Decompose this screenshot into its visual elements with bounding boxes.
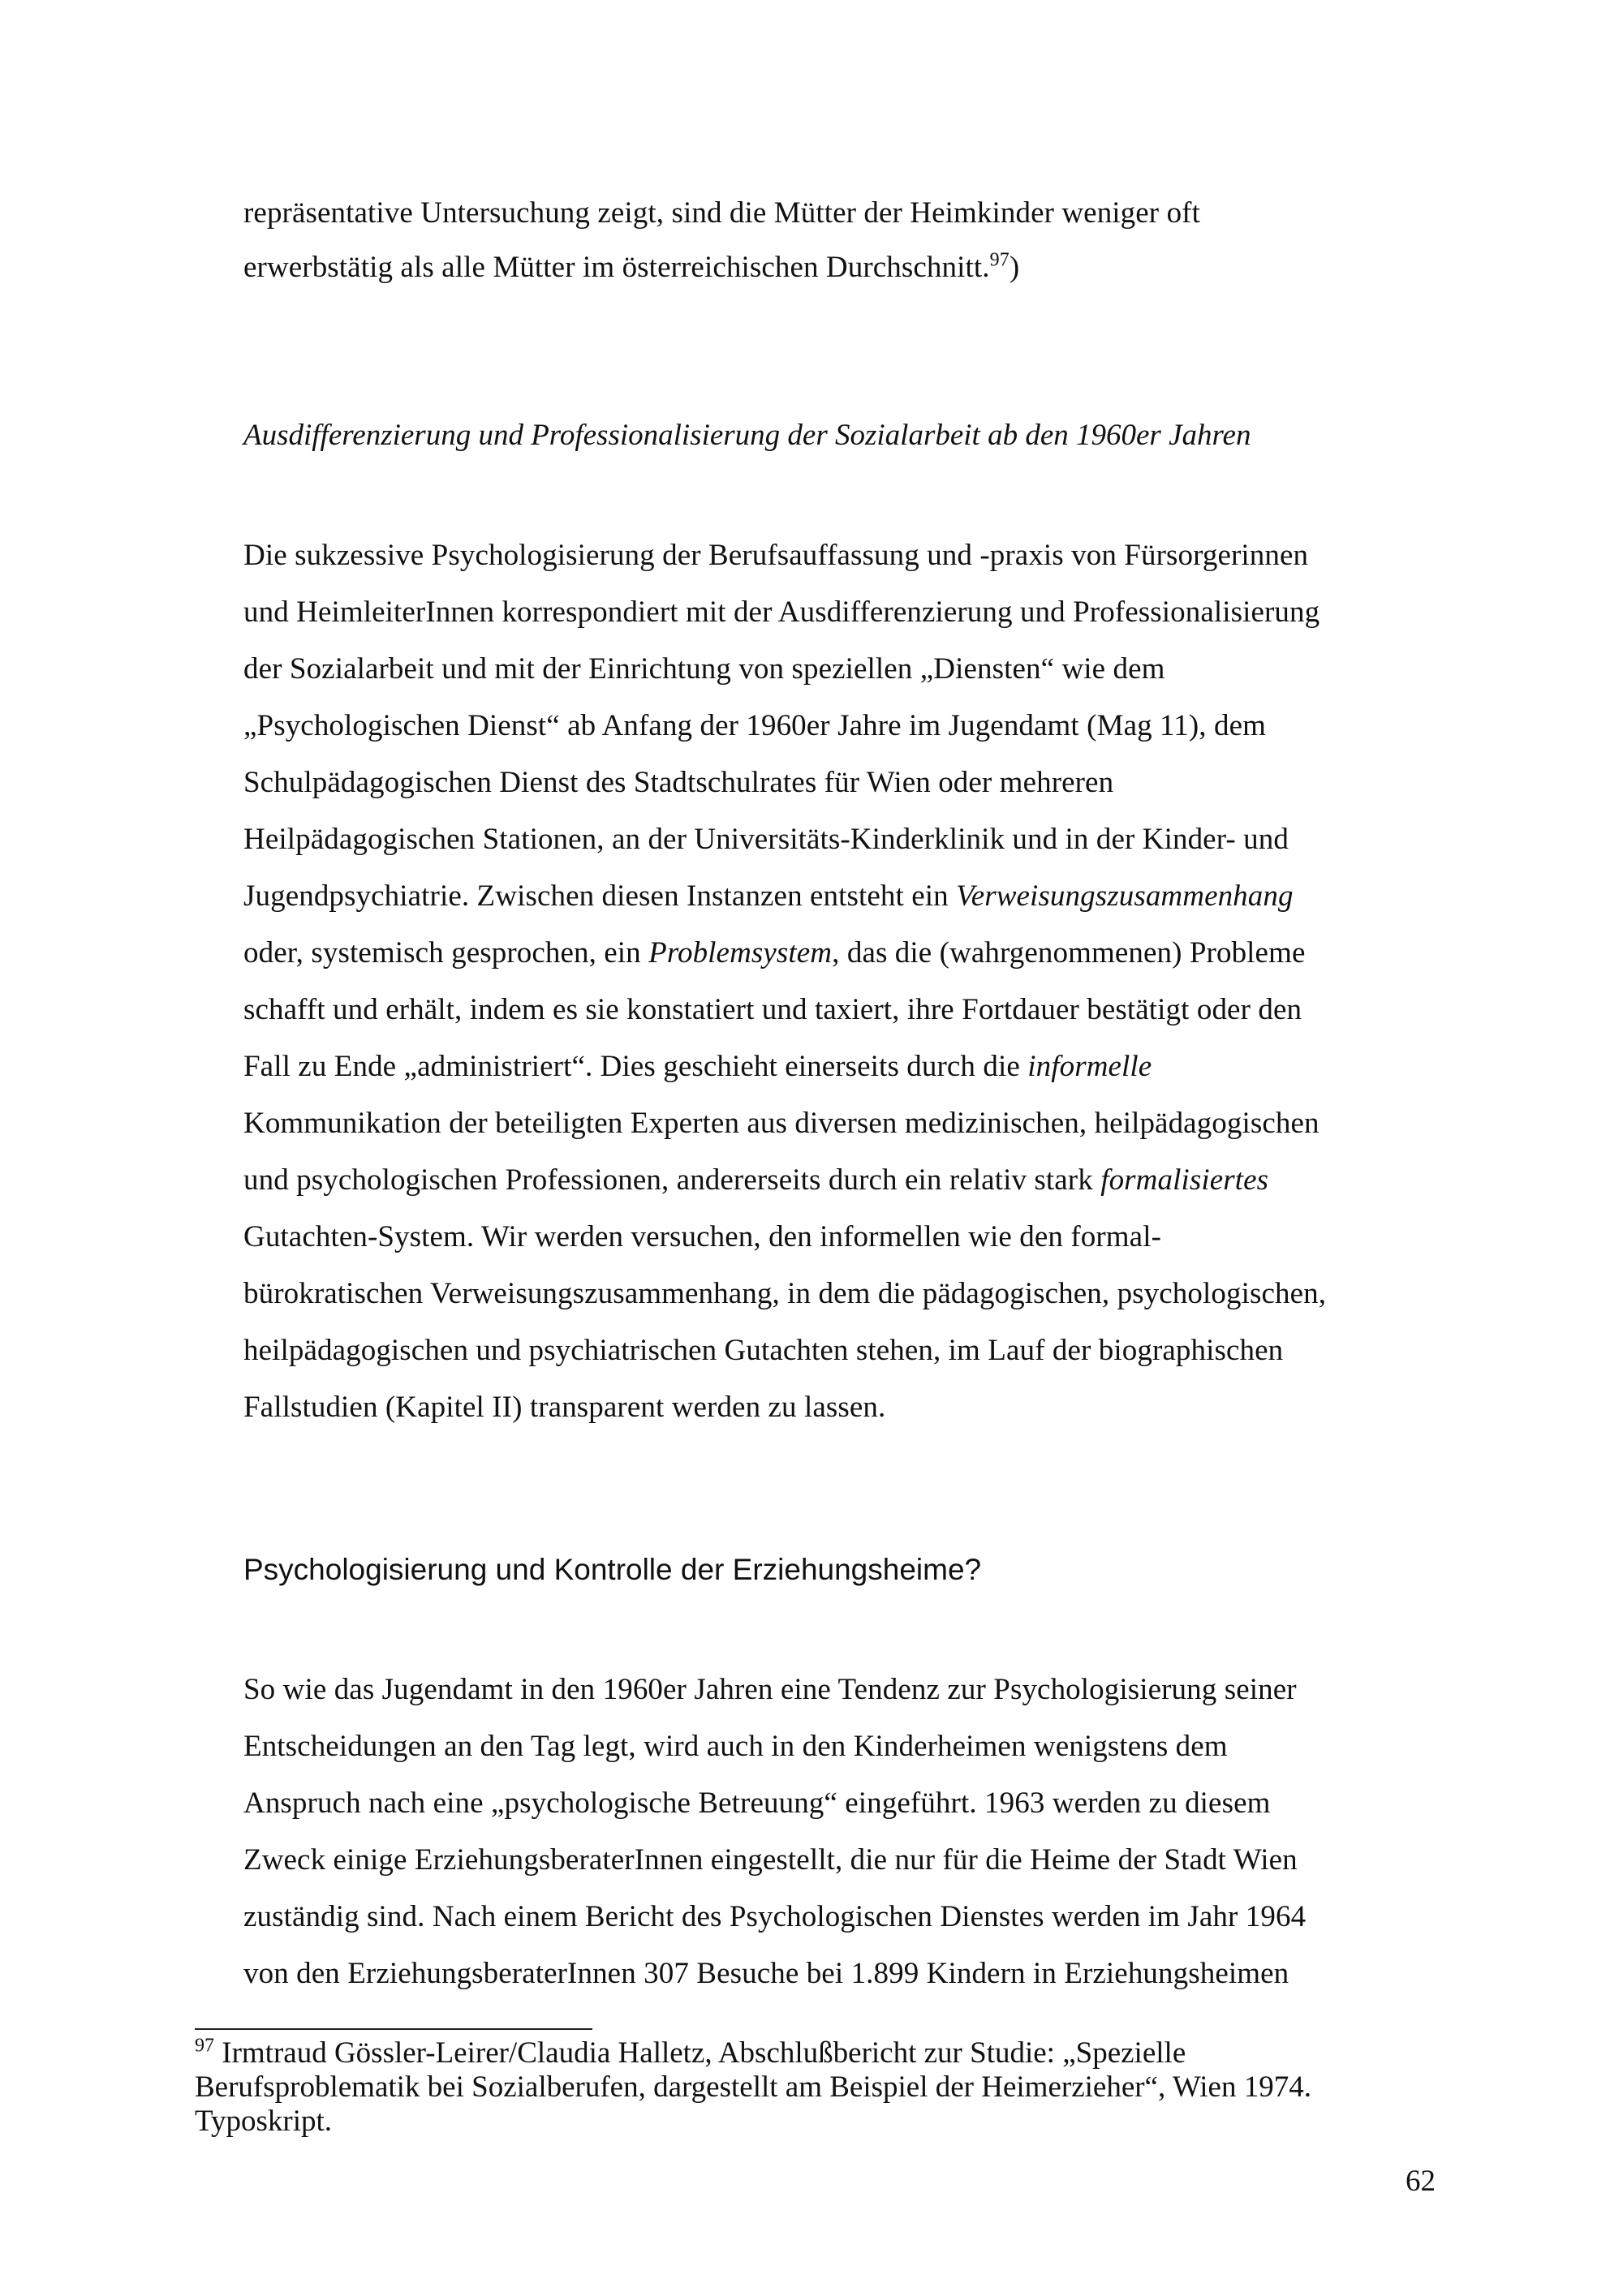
paragraph-line <box>243 698 1326 755</box>
paragraph-line: zuständig sind. Nach einem Bericht des Psychologischen Dienstes werden im Jahr 1964 <box>243 1900 1307 1933</box>
paragraph-line <box>243 1209 1326 1266</box>
line-text: Gutachten-System. Wir werden versuchen, den informellen wie den formal- <box>243 1220 1161 1253</box>
line-text: „Psychologischen Dienst“ ab Anfang der 1960er Jahre im Jugendamt (Mag 11), dem <box>243 709 1266 742</box>
paragraph-line <box>243 1322 1326 1379</box>
line-text: Schulpädagogischen Dienst des Stadtschulrates für Wien oder mehreren <box>243 766 1114 799</box>
line-text: heilpädagogischen und psychiatrischen Gutachten stehen, im Lauf der biographischen <box>243 1334 1284 1367</box>
line-text: Fall zu Ende „administriert“. Dies geschieht einerseits durch die <box>243 1050 1028 1083</box>
line-text: Kommunikation der beteiligten Experten aus diversen medizinischen, heilpädagogischen <box>243 1107 1319 1140</box>
footnote-number: 97 <box>195 2035 214 2057</box>
intro-line-2-text: erwerbstätig als alle Mütter im österreichischen Durchschnitt. <box>243 251 990 284</box>
footnote-line-1 <box>195 2036 1311 2070</box>
paragraph-line <box>243 1152 1326 1209</box>
line-text: und HeimleiterInnen korrespondiert mit der Ausdifferenzierung und Professionalisierung <box>243 595 1320 629</box>
paragraph-line <box>243 868 1326 925</box>
line-text: schafft und erhält, indem es sie konstatiert und taxiert, ihre Fortdauer bestätigt oder den <box>243 993 1302 1026</box>
paragraph-line <box>243 1266 1326 1322</box>
paragraph-line: Zweck einige ErziehungsberaterInnen eingestellt, die nur für die Heime der Stadt Wien <box>243 1843 1298 1877</box>
paragraph-line <box>243 584 1326 641</box>
line-text: Die sukzessive Psychologisierung der Berufsauffassung und -praxis von Fürsorgerinnen <box>243 539 1309 572</box>
emphasized-term: Problemsystem <box>648 936 833 970</box>
paragraph-line <box>243 811 1326 868</box>
line-text: oder, systemisch gesprochen, ein <box>243 936 649 970</box>
section-subheading: Ausdifferenzierung und Professionalisierung der Sozialarbeit ab den 1960er Jahren <box>243 419 1251 452</box>
footnote-line-3: Typoskript. <box>195 2105 333 2138</box>
intro-paragraph <box>243 186 1200 295</box>
footnote-text: Irmtraud Gössler-Leirer/Claudia Halletz, Abschlußbericht zur Studie: „Spezielle <box>222 2036 1186 2070</box>
intro-line-1: repräsentative Untersuchung zeigt, sind die Mütter der Heimkinder weniger oft <box>243 196 1200 230</box>
line-text: bürokratischen Verweisungszusammenhang, in dem die pädagogischen, psychologischen, <box>243 1277 1327 1310</box>
line-text: Heilpädagogischen Stationen, an der Universitäts-Kinderklinik und in der Kinder- und <box>243 823 1289 856</box>
paragraph-line <box>243 925 1326 982</box>
section-heading: Psychologisierung und Kontrolle der Erziehungsheime? <box>243 1553 982 1586</box>
line-text: der Sozialarbeit und mit der Einrichtung von speziellen „Diensten“ wie dem <box>243 652 1165 686</box>
emphasized-term: Verweisungszusammenhang <box>956 879 1294 913</box>
footnote-divider <box>195 2028 592 2030</box>
paragraph-line: Entscheidungen an den Tag legt, wird auch in den Kinderheimen wenigstens dem <box>243 1730 1228 1763</box>
paragraph-line <box>243 527 1326 584</box>
emphasized-term: formalisiertes <box>1100 1163 1269 1197</box>
footnote <box>195 2036 1311 2139</box>
line-text: , das die (wahrgenommenen) Probleme <box>832 936 1306 970</box>
main-paragraph <box>243 527 1326 1436</box>
paragraph-line: So wie das Jugendamt in den 1960er Jahren eine Tendenz zur Psychologisierung seiner <box>243 1673 1297 1706</box>
emphasized-term: informelle <box>1027 1050 1152 1083</box>
paragraph-line: Anspruch nach eine „psychologische Betreuung“ eingeführt. 1963 werden zu diesem <box>243 1786 1271 1820</box>
line-text: und psychologischen Professionen, andererseits durch ein relativ stark <box>243 1163 1101 1197</box>
line-text: Fallstudien (Kapitel II) transparent werden zu lassen. <box>243 1391 886 1424</box>
line-text: Jugendpsychiatrie. Zwischen diesen Instanzen entsteht ein <box>243 879 957 913</box>
paragraph-line <box>243 1095 1326 1152</box>
footnote-line-2: Berufsproblematik bei Sozialberufen, dargestellt am Beispiel der Heimerzieher“, Wien 1974. <box>195 2070 1311 2104</box>
paragraph-line <box>243 755 1326 811</box>
paragraph-line <box>243 982 1326 1038</box>
paragraph-line <box>243 641 1326 698</box>
intro-line-2 <box>243 240 1200 295</box>
paragraph-line <box>243 1038 1326 1095</box>
page-number: 62 <box>1406 2165 1436 2198</box>
paragraph-line <box>243 1379 1326 1436</box>
footnote-reference: 97 <box>989 249 1010 271</box>
second-paragraph <box>243 1662 1306 2002</box>
footnote-reference-paren: ) <box>1009 251 1020 284</box>
paragraph-line: von den ErziehungsberaterInnen 307 Besuche bei 1.899 Kindern in Erziehungsheimen <box>243 1957 1289 1990</box>
